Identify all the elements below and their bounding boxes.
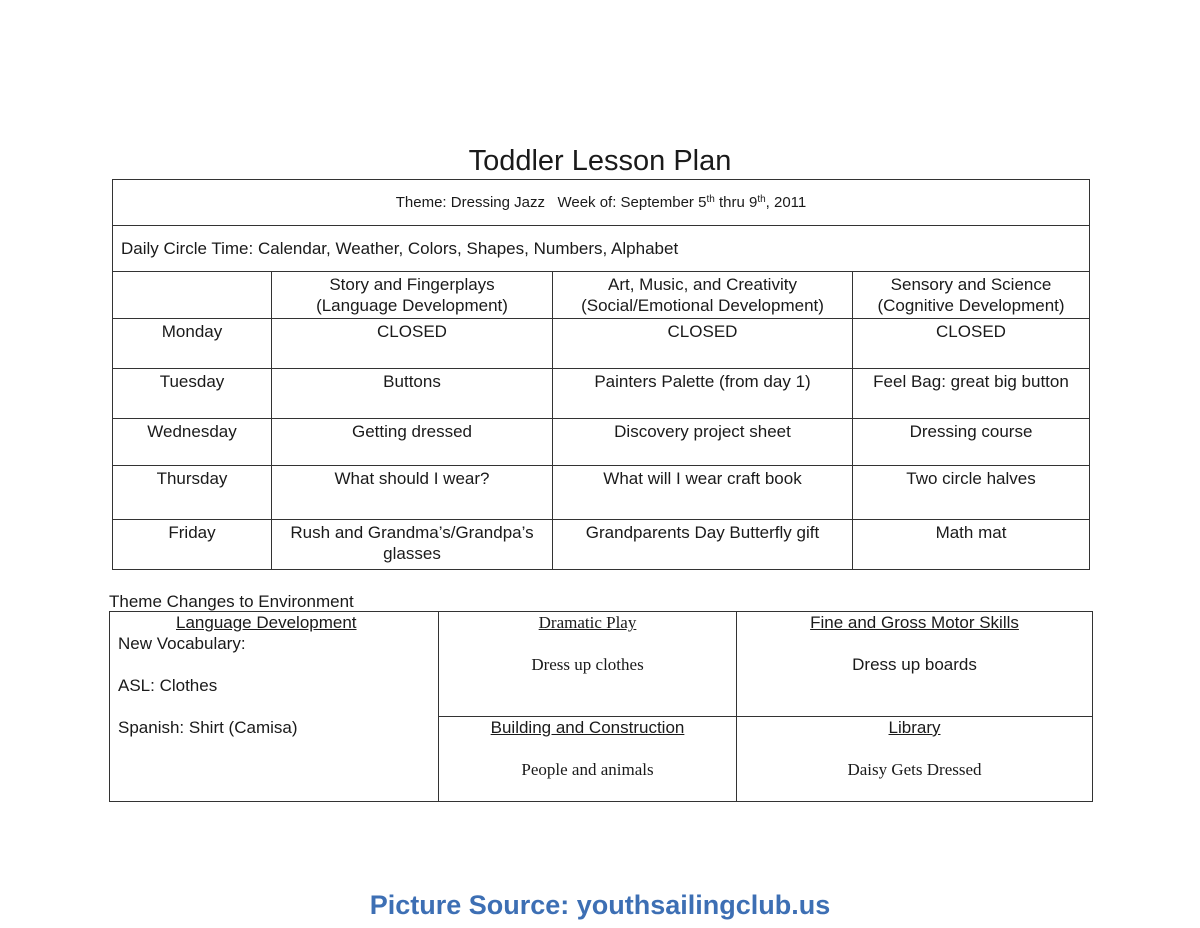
column-header-empty (113, 272, 272, 319)
activity-cell: Grandparents Day Butterfly gift (553, 520, 853, 570)
theme-mid: thru 9 (714, 194, 758, 211)
table-row (113, 520, 1090, 570)
activity-cell: Discovery project sheet (553, 419, 853, 466)
activity-cell: What will I wear craft book (553, 466, 853, 520)
activity-cell: Getting dressed (272, 419, 553, 466)
library-item: Daisy Gets Dressed (847, 760, 982, 779)
library-heading: Library (888, 718, 941, 737)
building-item: People and animals (521, 760, 654, 779)
building-heading: Building and Construction (490, 718, 685, 737)
environment-label: Theme Changes to Environment (109, 592, 354, 611)
language-development-cell (110, 612, 439, 802)
table-row (113, 466, 1090, 520)
column-header-story (272, 272, 553, 319)
building-cell (439, 717, 737, 802)
activity-cell: Dressing course (853, 419, 1090, 466)
column-header-row (113, 272, 1090, 319)
asl-text: ASL: Clothes (118, 676, 218, 695)
table-row (113, 319, 1090, 369)
activity-cell: Feel Bag: great big button (853, 369, 1090, 419)
page-title: Toddler Lesson Plan (468, 145, 732, 177)
column-header-line: (Cognitive Development) (877, 296, 1065, 315)
day-cell: Wednesday (113, 419, 272, 466)
dramatic-play-heading: Dramatic Play (538, 613, 637, 632)
activity-cell: CLOSED (272, 319, 553, 369)
day-cell: Thursday (113, 466, 272, 520)
theme-suffix: , 2011 (765, 194, 807, 211)
theme-prefix: Theme: Dressing Jazz Week of: September 5 (395, 194, 707, 211)
spanish-text: Spanish: Shirt (Camisa) (118, 718, 298, 737)
day-cell: Friday (113, 520, 272, 570)
column-header-line: Story and Fingerplays (329, 275, 495, 294)
circle-time-cell: Daily Circle Time: Calendar, Weather, Colors, Shapes, Numbers, Alphabet (113, 226, 1090, 272)
column-header-sensory (853, 272, 1090, 319)
vocabulary-text: New Vocabulary: (118, 634, 246, 653)
activity-cell: Rush and Grandma’s/Grandpa’s glasses (272, 520, 553, 570)
theme-sup-1: th (706, 194, 715, 205)
theme-cell (113, 180, 1090, 226)
environment-table (109, 611, 1093, 802)
dramatic-play-cell (439, 612, 737, 717)
activity-cell: What should I wear? (272, 466, 553, 520)
column-header-line: Art, Music, and Creativity (608, 275, 797, 294)
library-cell (737, 717, 1093, 802)
picture-source-caption: Picture Source: youthsailingclub.us (369, 890, 831, 920)
day-cell: Monday (113, 319, 272, 369)
column-header-line: (Social/Emotional Development) (581, 296, 824, 315)
lesson-plan-table (112, 179, 1090, 570)
activity-cell: CLOSED (853, 319, 1090, 369)
activity-cell: Two circle halves (853, 466, 1090, 520)
column-header-art (553, 272, 853, 319)
table-row (113, 419, 1090, 466)
column-header-line: (Language Development) (316, 296, 508, 315)
activity-cell: Math mat (853, 520, 1090, 570)
activity-cell: Painters Palette (from day 1) (553, 369, 853, 419)
day-cell: Tuesday (113, 369, 272, 419)
dramatic-play-item: Dress up clothes (531, 655, 644, 674)
motor-skills-heading: Fine and Gross Motor Skills (810, 613, 1019, 632)
motor-skills-cell (737, 612, 1093, 717)
language-heading: Language Development (176, 613, 357, 632)
column-header-line: Sensory and Science (890, 275, 1052, 294)
activity-cell: Buttons (272, 369, 553, 419)
motor-skills-item: Dress up boards (852, 655, 977, 674)
theme-sup-2: th (757, 194, 766, 205)
table-row (113, 369, 1090, 419)
activity-cell: CLOSED (553, 319, 853, 369)
